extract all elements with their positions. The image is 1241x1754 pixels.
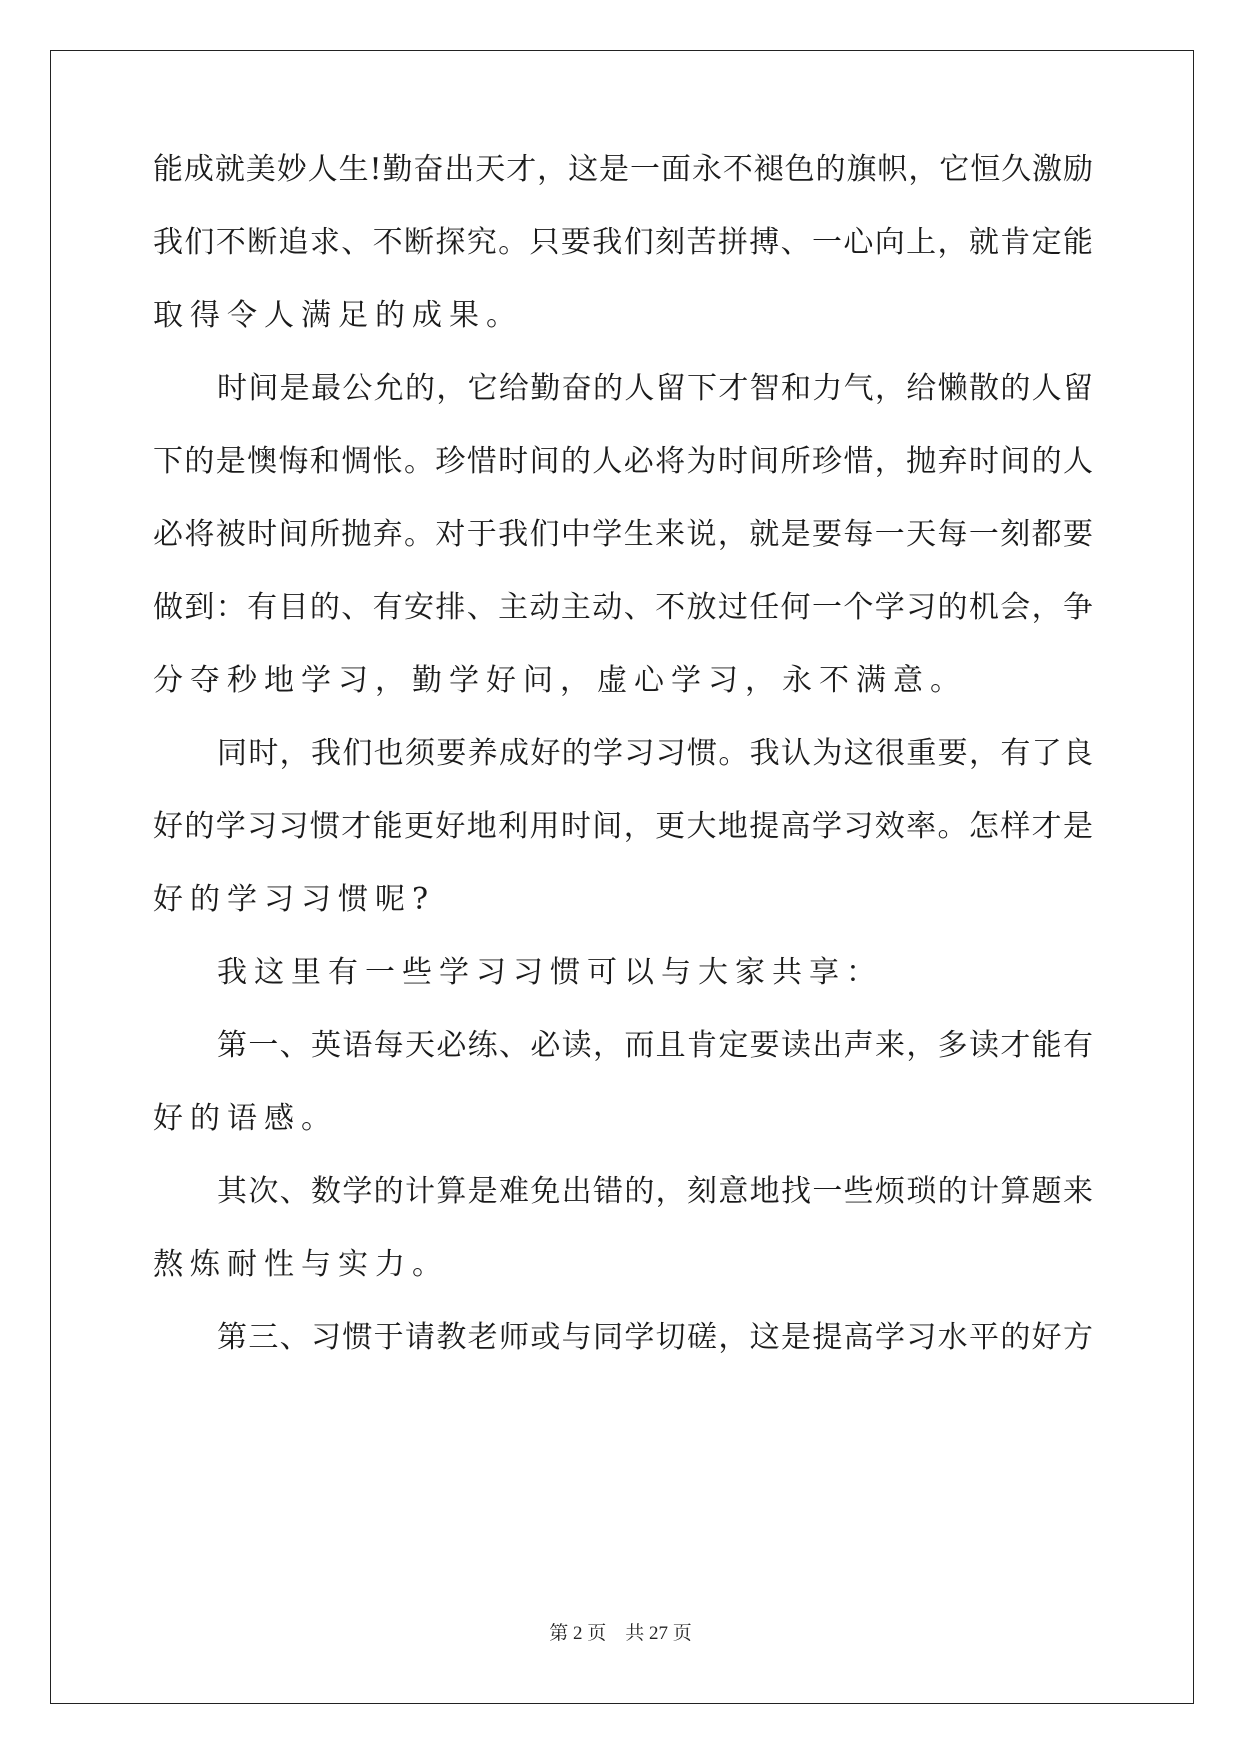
paragraph-2-line-1: 时间是最公允的，它给勤奋的人留下才智和力气，给懒散的人留 <box>217 371 1093 406</box>
page-number-footer: 第 2 页 共 27 页 <box>549 1623 692 1644</box>
paragraph-3-line-3: 好的学习习惯呢? <box>153 882 436 917</box>
paragraph-1-line-1: 能成就美妙人生!勤奋出天才，这是一面永不褪色的旗帜，它恒久激励 <box>153 152 1093 187</box>
paragraph-3-line-2: 好的学习习惯才能更好地利用时间，更大地提高学习效率。怎样才是 <box>153 809 1093 844</box>
paragraph-6-line-1: 其次、数学的计算是难免出错的，刻意地找一些烦琐的计算题来 <box>217 1174 1093 1209</box>
paragraph-1-line-3: 取得令人满足的成果。 <box>153 298 523 333</box>
paragraph-2-line-2: 下的是懊悔和惆怅。珍惜时间的人必将为时间所珍惜，抛弃时间的人 <box>153 444 1093 479</box>
paragraph-5-line-1: 第一、英语每天必练、必读，而且肯定要读出声来，多读才能有 <box>217 1028 1093 1063</box>
paragraph-3-line-1: 同时，我们也须要养成好的学习习惯。我认为这很重要，有了良 <box>217 736 1093 771</box>
paragraph-7-line-1: 第三、习惯于请教老师或与同学切磋，这是提高学习水平的好方 <box>217 1320 1093 1355</box>
paragraph-2-line-4: 做到：有目的、有安排、主动主动、不放过任何一个学习的机会，争 <box>153 590 1093 625</box>
paragraph-5-line-2: 好的语感。 <box>153 1101 338 1136</box>
paragraph-2-line-5: 分夺秒地学习，勤学好问，虚心学习，永不满意。 <box>153 663 967 698</box>
paragraph-2-line-3: 必将被时间所抛弃。对于我们中学生来说，就是要每一天每一刻都要 <box>153 517 1093 552</box>
paragraph-1-line-2: 我们不断追求、不断探究。只要我们刻苦拼搏、一心向上，就肯定能 <box>153 225 1093 260</box>
paragraph-6-line-2: 熬炼耐性与实力。 <box>153 1247 449 1282</box>
paragraph-4-line-1: 我这里有一些学习习惯可以与大家共享： <box>217 955 883 990</box>
